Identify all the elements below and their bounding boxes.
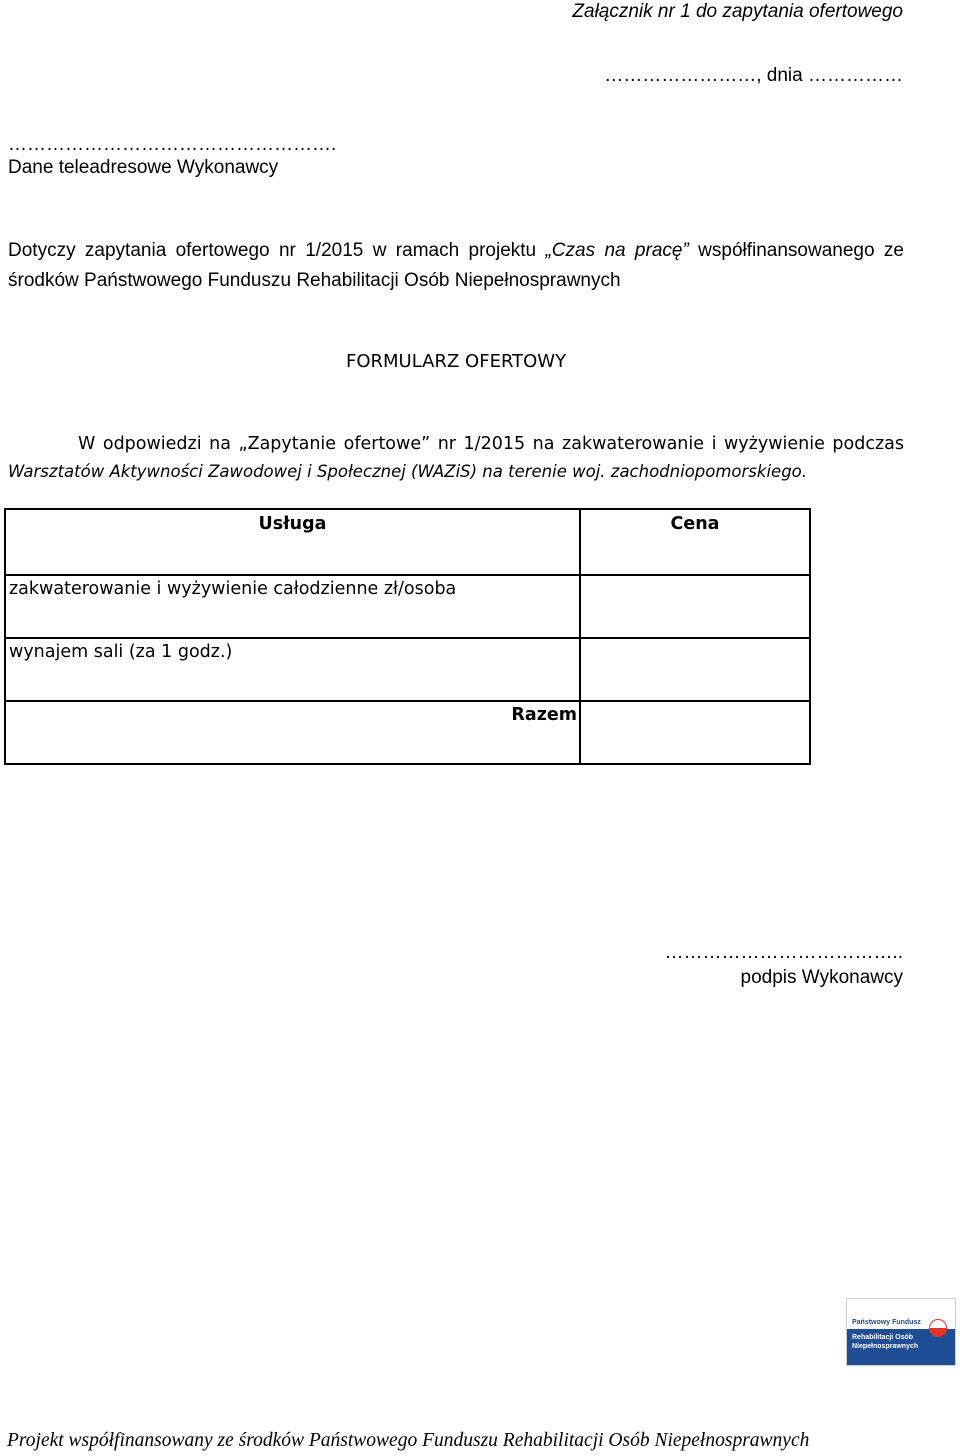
contractor-label: Dane teleadresowe Wykonawcy: [8, 157, 279, 178]
concerns-suffix: współfinansowanego ze środków Państwowego Funduszu Rehabilitacji Osób Niepełnosprawnych: [8, 240, 904, 291]
footer-note: Projekt współfinansowany ze środków Państwowego Funduszu Rehabilitacji Osób Niepełnosprawnych: [7, 1430, 810, 1451]
response-paragraph: [8, 430, 904, 486]
form-title: FORMULARZ OFERTOWY: [346, 351, 567, 372]
header-service: Usługa: [5, 509, 580, 575]
service-cell: wynajem sali (za 1 godz.): [5, 638, 580, 701]
response-line-2: Warsztatów Aktywności Zawodowej i Społecznej (WAZiS) na terenie woj. zachodniopomorskiego.: [8, 462, 808, 481]
total-input-cell[interactable]: [580, 701, 810, 764]
logo-text-top: Państwowy Fundusz: [852, 1319, 921, 1326]
table-row: [5, 575, 810, 638]
header-price: Cena: [580, 509, 810, 575]
table-header-row: [5, 509, 810, 575]
contractor-dots: …………………………………………….: [8, 134, 337, 155]
total-label: Razem: [5, 701, 580, 764]
offer-table: [4, 508, 811, 765]
response-line-1: W odpowiedzi na „Zapytanie ofertowe” nr 1/2015 na zakwaterowanie i wyżywienie podczas: [78, 434, 904, 454]
signature-label: podpis Wykonawcy: [740, 967, 903, 988]
concerns-prefix: Dotyczy zapytania ofertowego nr 1/2015 w ramach projektu: [8, 240, 546, 261]
service-cell: zakwaterowanie i wyżywienie całodzienne zł/osoba: [5, 575, 580, 638]
concerns-paragraph: [8, 236, 904, 296]
pfron-logo: [846, 1298, 956, 1366]
project-name: „Czas na pracę”: [545, 240, 689, 261]
total-row: [5, 701, 810, 764]
table-row: [5, 638, 810, 701]
signature-dots: ………………………………..: [664, 942, 903, 963]
annex-label: Załącznik nr 1 do zapytania ofertowego: [572, 1, 903, 22]
price-input-cell[interactable]: [580, 638, 810, 701]
price-input-cell[interactable]: [580, 575, 810, 638]
logo-text-bottom: Rehabilitacji Osób Niepełnosprawnych: [852, 1334, 919, 1350]
place-date-field: ……………………, dnia ……………: [604, 65, 903, 86]
logo-ring-icon: [929, 1319, 947, 1337]
